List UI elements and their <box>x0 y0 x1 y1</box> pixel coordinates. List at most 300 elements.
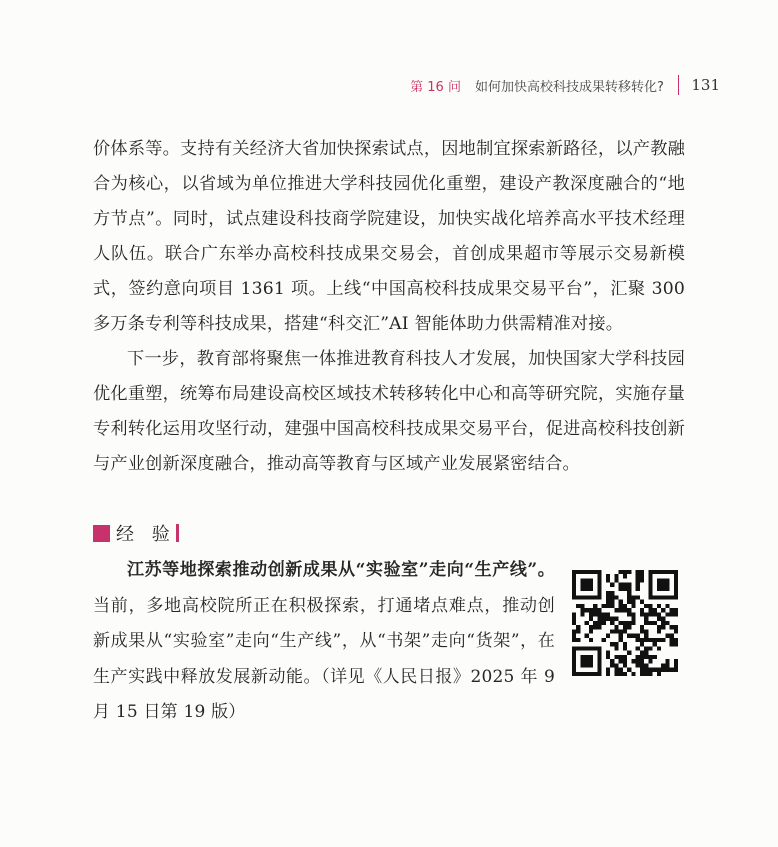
qr-module <box>597 621 601 625</box>
qr-module <box>589 629 593 633</box>
qr-module <box>648 570 652 574</box>
qr-module <box>623 642 627 646</box>
qr-module <box>665 668 669 672</box>
qr-module <box>631 600 635 604</box>
qr-module <box>665 583 669 587</box>
qr-module <box>674 642 678 646</box>
qr-module <box>610 621 614 625</box>
qr-module <box>623 646 627 650</box>
qr-module <box>572 591 576 595</box>
qr-module <box>597 587 601 591</box>
qr-module <box>589 587 593 591</box>
qr-module <box>653 612 657 616</box>
qr-module <box>589 617 593 621</box>
qr-module <box>644 646 648 650</box>
qr-module <box>572 646 576 650</box>
qr-module <box>580 608 584 612</box>
qr-module <box>614 663 618 667</box>
experience-lead: 江苏等地探索推动创新成果从“实验室”走向“生产线”。 <box>127 560 555 580</box>
qr-module <box>576 629 580 633</box>
qr-module <box>674 587 678 591</box>
qr-module <box>636 646 640 650</box>
qr-module <box>670 570 674 574</box>
qr-module <box>614 646 618 650</box>
qr-module <box>648 587 652 591</box>
qr-module <box>648 604 652 608</box>
qr-module <box>657 668 661 672</box>
qr-module <box>597 608 601 612</box>
qr-module <box>585 663 589 667</box>
qr-module <box>614 672 618 676</box>
qr-module <box>589 570 593 574</box>
qr-module <box>648 638 652 642</box>
qr-module <box>644 672 648 676</box>
qr-module <box>597 570 601 574</box>
qr-module <box>606 612 610 616</box>
qr-module <box>580 578 584 582</box>
qr-module <box>674 578 678 582</box>
qr-module <box>619 587 623 591</box>
qr-module <box>648 668 652 672</box>
qr-module <box>665 659 669 663</box>
qr-module <box>597 655 601 659</box>
qr-module <box>619 659 623 663</box>
qr-module <box>593 646 597 650</box>
qr-module <box>602 604 606 608</box>
qr-module <box>657 604 661 608</box>
qr-module <box>589 608 593 612</box>
qr-module <box>670 668 674 672</box>
qr-module <box>623 583 627 587</box>
qr-module <box>674 659 678 663</box>
qr-module <box>640 668 644 672</box>
qr-module <box>665 570 669 574</box>
qr-module <box>580 672 584 676</box>
qr-module <box>640 638 644 642</box>
qr-module <box>614 629 618 633</box>
qr-module <box>636 574 640 578</box>
qr-module <box>640 600 644 604</box>
qr-module <box>644 629 648 633</box>
qr-module <box>657 587 661 591</box>
qr-module <box>636 638 640 642</box>
qr-module <box>580 587 584 591</box>
qr-module <box>648 591 652 595</box>
qr-module <box>572 672 576 676</box>
qr-module <box>619 608 623 612</box>
qr-module <box>657 646 661 650</box>
qr-module <box>670 642 674 646</box>
qr-module <box>644 651 648 655</box>
qr-module <box>610 600 614 604</box>
qr-module <box>657 583 661 587</box>
qr-module <box>610 642 614 646</box>
qr-module <box>589 578 593 582</box>
paragraph-1: 价体系等。支持有关经济大省加快探索试点，因地制宜探索新路径，以产教融合为核心，以省域为单位推进大学科技园优化重塑，建设产教深度融合的“地方节点”。同时，试点建设科技商学院建设，加快实战化培养高水平技术经理人队伍。联合广东举办高校科技成果交易会，首创成果超市等展示交易新模式，签约意向项目 1361 项。上线“中国高校科技成果交易平台”，汇聚 300 多万条专利等科技成果，搭建“科交汇”AI 智能体助力供需精准对接。 <box>93 139 685 334</box>
qr-module <box>572 659 576 663</box>
qr-module <box>585 659 589 663</box>
qr-module <box>627 570 631 574</box>
qr-module <box>665 663 669 667</box>
qr-module <box>606 634 610 638</box>
qr-module <box>627 600 631 604</box>
qr-module <box>623 625 627 629</box>
qr-module <box>593 595 597 599</box>
qr-module <box>631 672 635 676</box>
qr-module <box>572 668 576 672</box>
qr-module <box>640 578 644 582</box>
qr-module <box>610 595 614 599</box>
qr-module <box>661 608 665 612</box>
qr-module <box>606 672 610 676</box>
qr-module <box>657 612 661 616</box>
qr-module <box>580 570 584 574</box>
qr-module <box>597 646 601 650</box>
qr-module <box>572 634 576 638</box>
qr-module <box>665 595 669 599</box>
section-square-icon <box>93 525 110 542</box>
qr-module <box>580 583 584 587</box>
qr-module <box>585 655 589 659</box>
qr-module <box>589 672 593 676</box>
qr-module <box>589 659 593 663</box>
qr-module <box>648 574 652 578</box>
qr-module <box>614 642 618 646</box>
qr-module <box>580 659 584 663</box>
paragraph-2: 下一步，教育部将聚焦一体推进教育科技人才发展，加快国家大学科技园优化重塑，统筹布局建设高校区域技术转移转化中心和高等研究院，实施存量专利转化运用攻坚行动，建强中国高校科技成果交易平台，促进高校科技创新与产业创新深度融合，推动高等教育与区域产业发展紧密结合。 <box>93 349 685 474</box>
qr-module <box>627 634 631 638</box>
qr-module <box>580 595 584 599</box>
qr-module <box>606 595 610 599</box>
running-header <box>410 74 720 96</box>
qr-code-icon[interactable] <box>572 570 678 676</box>
qr-module <box>636 663 640 667</box>
qr-module <box>674 591 678 595</box>
qr-module <box>640 655 644 659</box>
qr-module <box>619 629 623 633</box>
qr-module <box>648 583 652 587</box>
qr-module <box>593 612 597 616</box>
qr-module <box>589 663 593 667</box>
qr-module <box>627 651 631 655</box>
qr-module <box>640 672 644 676</box>
qr-module <box>619 570 623 574</box>
qr-module <box>661 587 665 591</box>
qr-module <box>661 578 665 582</box>
qr-module <box>572 663 576 667</box>
qr-module <box>614 617 618 621</box>
qr-module <box>585 595 589 599</box>
qr-module <box>614 668 618 672</box>
qr-module <box>636 595 640 599</box>
qr-module <box>593 672 597 676</box>
qr-module <box>576 595 580 599</box>
section-heading <box>93 520 179 546</box>
qr-module <box>606 617 610 621</box>
qr-module <box>640 570 644 574</box>
qr-module <box>665 634 669 638</box>
qr-module <box>619 638 623 642</box>
qr-module <box>640 625 644 629</box>
qr-module <box>627 587 631 591</box>
qr-module <box>619 655 623 659</box>
qr-module <box>610 617 614 621</box>
qr-module <box>572 583 576 587</box>
qr-module <box>619 604 623 608</box>
qr-module <box>576 625 580 629</box>
qr-module <box>674 663 678 667</box>
qr-module <box>661 617 665 621</box>
qr-module <box>648 621 652 625</box>
qr-module <box>597 612 601 616</box>
qr-module <box>640 651 644 655</box>
qr-module <box>644 634 648 638</box>
experience-text: 当前，多地高校院所正在积极探索，打通堵点难点，推动创新成果从“实验室”走向“生产线”，从“书架”走向“货架”，在生产实践中释放发展新动能。（详见《人民日报》2025 年 9 月 15 日第 19 版） <box>93 595 555 722</box>
qr-module <box>674 595 678 599</box>
qr-module <box>661 595 665 599</box>
experience-paragraph <box>93 553 555 731</box>
qr-module <box>572 629 576 633</box>
qr-module <box>602 612 606 616</box>
qr-module <box>593 625 597 629</box>
qr-module <box>610 659 614 663</box>
qr-module <box>606 600 610 604</box>
qr-module <box>627 608 631 612</box>
qr-module <box>623 663 627 667</box>
qr-module <box>648 608 652 612</box>
qr-module <box>589 638 593 642</box>
qr-module <box>597 591 601 595</box>
qr-module <box>674 625 678 629</box>
qr-module <box>653 655 657 659</box>
main-text <box>93 132 685 482</box>
qr-module <box>572 570 576 574</box>
qr-module <box>576 638 580 642</box>
qr-module <box>610 583 614 587</box>
qr-module <box>589 595 593 599</box>
qr-module <box>623 621 627 625</box>
qr-module <box>648 612 652 616</box>
qr-module <box>636 659 640 663</box>
header-divider <box>678 75 680 95</box>
qr-module <box>640 642 644 646</box>
qr-module <box>636 634 640 638</box>
qr-module <box>670 595 674 599</box>
qr-module <box>636 587 640 591</box>
qr-module <box>657 629 661 633</box>
qr-module <box>640 663 644 667</box>
qr-module <box>644 617 648 621</box>
qr-module <box>665 578 669 582</box>
qr-module <box>597 663 601 667</box>
qr-module <box>576 672 580 676</box>
qr-module <box>644 655 648 659</box>
qr-module <box>657 617 661 621</box>
qr-module <box>623 672 627 676</box>
qr-module <box>597 578 601 582</box>
qr-module <box>572 617 576 621</box>
qr-module <box>576 646 580 650</box>
qr-module <box>661 625 665 629</box>
qr-module <box>627 612 631 616</box>
qr-module <box>623 659 627 663</box>
qr-module <box>593 608 597 612</box>
qr-module <box>670 634 674 638</box>
qr-module <box>614 655 618 659</box>
qr-module <box>648 578 652 582</box>
qr-module <box>589 612 593 616</box>
qr-module <box>657 578 661 582</box>
qr-module <box>585 583 589 587</box>
qr-module <box>623 587 627 591</box>
qr-module <box>589 625 593 629</box>
qr-module <box>585 570 589 574</box>
qr-module <box>619 583 623 587</box>
qr-module <box>670 625 674 629</box>
qr-module <box>674 608 678 612</box>
qr-module <box>593 570 597 574</box>
qr-module <box>606 574 610 578</box>
qr-module <box>606 604 610 608</box>
qr-module <box>644 621 648 625</box>
qr-module <box>593 604 597 608</box>
qr-module <box>653 608 657 612</box>
qr-module <box>623 629 627 633</box>
qr-module <box>580 655 584 659</box>
qr-module <box>644 668 648 672</box>
qr-module <box>661 570 665 574</box>
qr-module <box>597 625 601 629</box>
qr-module <box>585 634 589 638</box>
qr-module <box>597 617 601 621</box>
qr-module <box>644 663 648 667</box>
qr-module <box>572 651 576 655</box>
qr-module <box>614 625 618 629</box>
qr-module <box>648 655 652 659</box>
qr-module <box>602 638 606 642</box>
qr-module <box>674 570 678 574</box>
qr-module <box>585 621 589 625</box>
qr-module <box>597 672 601 676</box>
qr-module <box>627 621 631 625</box>
qr-module <box>674 668 678 672</box>
qr-module <box>606 655 610 659</box>
qr-module <box>631 612 635 616</box>
qr-module <box>670 612 674 616</box>
qr-module <box>674 612 678 616</box>
qr-module <box>576 570 580 574</box>
qr-module <box>648 672 652 676</box>
qr-module <box>670 608 674 612</box>
qr-module <box>674 583 678 587</box>
qr-module <box>585 608 589 612</box>
qr-module <box>610 604 614 608</box>
qr-module <box>653 638 657 642</box>
qr-module <box>619 668 623 672</box>
qr-module <box>606 591 610 595</box>
qr-module <box>644 612 648 616</box>
qr-module <box>572 621 576 625</box>
qr-module <box>640 608 644 612</box>
qr-module <box>580 612 584 616</box>
qr-module <box>653 570 657 574</box>
qr-module <box>614 574 618 578</box>
qr-module <box>631 659 635 663</box>
page-number: 131 <box>691 76 720 94</box>
qr-module <box>640 574 644 578</box>
qr-module <box>653 621 657 625</box>
qr-module <box>631 604 635 608</box>
qr-module <box>597 583 601 587</box>
qr-module <box>665 612 669 616</box>
qr-module <box>657 570 661 574</box>
qr-module <box>636 583 640 587</box>
qr-module <box>640 612 644 616</box>
qr-module <box>627 583 631 587</box>
qr-module <box>589 646 593 650</box>
qr-module <box>576 604 580 608</box>
qr-module <box>636 655 640 659</box>
qr-module <box>597 659 601 663</box>
qr-module <box>585 646 589 650</box>
qr-module <box>580 646 584 650</box>
qr-module <box>653 595 657 599</box>
qr-module <box>648 659 652 663</box>
qr-module <box>606 651 610 655</box>
qr-module <box>657 638 661 642</box>
qr-module <box>610 629 614 633</box>
qr-module <box>606 668 610 672</box>
qr-module <box>572 595 576 599</box>
experience-box <box>93 553 555 731</box>
qr-module <box>631 617 635 621</box>
qr-module <box>665 587 669 591</box>
qr-module <box>644 604 648 608</box>
qr-module <box>572 578 576 582</box>
section-bar-icon <box>176 524 179 542</box>
qr-module <box>657 595 661 599</box>
qr-module <box>606 578 610 582</box>
qr-module <box>661 621 665 625</box>
qr-module <box>661 583 665 587</box>
qr-module <box>619 600 623 604</box>
qr-module <box>614 578 618 582</box>
qr-module <box>674 629 678 633</box>
qr-module <box>623 574 627 578</box>
qr-module <box>597 574 601 578</box>
qr-module <box>661 668 665 672</box>
qr-module <box>674 638 678 642</box>
qr-module <box>670 638 674 642</box>
qr-module <box>648 646 652 650</box>
qr-module <box>623 604 627 608</box>
qr-module <box>644 638 648 642</box>
qr-module <box>640 659 644 663</box>
qr-module <box>585 578 589 582</box>
qr-module <box>623 608 627 612</box>
qr-module <box>572 587 576 591</box>
qr-module <box>631 621 635 625</box>
qr-module <box>580 663 584 667</box>
qr-module <box>614 595 618 599</box>
qr-module <box>597 668 601 672</box>
qr-module <box>572 612 576 616</box>
qr-module <box>585 587 589 591</box>
qr-module <box>585 672 589 676</box>
qr-module <box>631 634 635 638</box>
qr-module <box>623 570 627 574</box>
qr-module <box>572 574 576 578</box>
